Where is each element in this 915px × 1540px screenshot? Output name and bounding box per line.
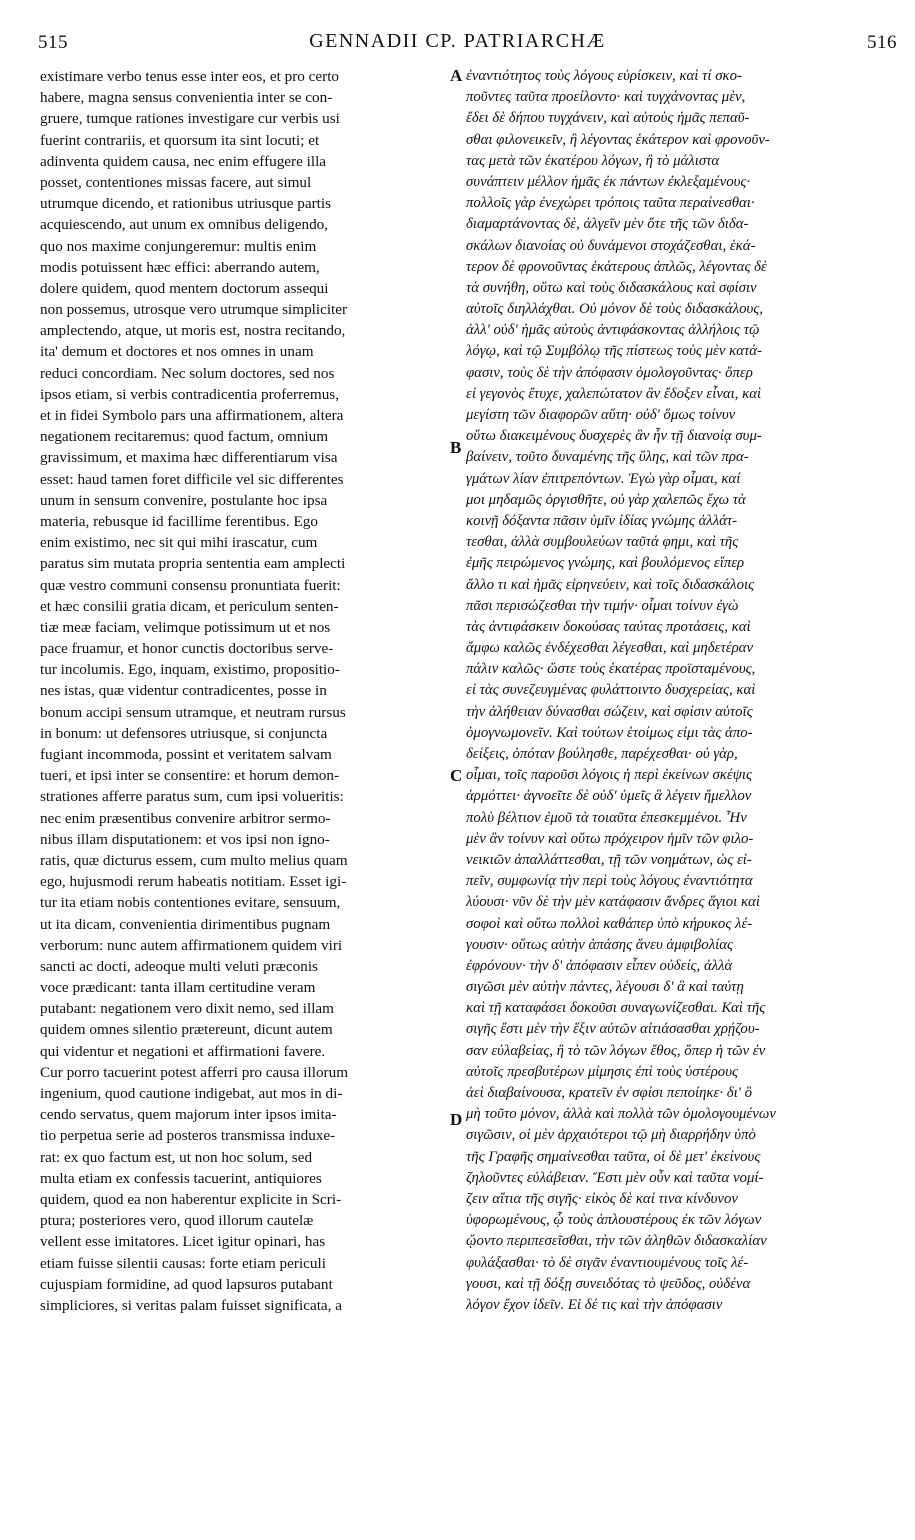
greek-text-line: τῆς Γραφῆς σημαίνεσθαι ταῦτα, οἱ δὲ μετ' ἐκείνους [466, 1148, 761, 1165]
greek-text-line: ζηλοῦντες εὐλάβειαν. Ἔστι μὲν οὖν καὶ ταῦτα νομί- [466, 1169, 764, 1186]
greek-text-line: ἐφρόνουν· τὴν δ' ἀπόφασιν εἶπεν οὐδείς, ἀλλὰ [466, 957, 733, 974]
greek-text-line: ἀλλ' οὐδ' ἡμᾶς αὐτοὺς ἀντιφάσκοντας ἀλλήλοις τῷ [466, 322, 760, 339]
greek-text-line: λύουσι· νῦν δὲ τὴν μὲν κατάφασιν ἄνδρες ἅγιοι καὶ [466, 894, 760, 911]
greek-text-line: ὑφορωμένους, ᾧ τοὺς ἁπλουστέρους ἐκ τῶν λόγων [466, 1212, 762, 1229]
greek-text-line: ἐμῆς πειρώμενος γνώμης, καὶ βουλόμενος εἴπερ [466, 555, 745, 572]
latin-text-line: ptura; posteriores vero, quod illorum cautelæ [40, 1212, 314, 1230]
latin-text-line: ita' demum et doctores et nos omnes in unam [40, 343, 314, 361]
latin-text-line: Cur porro tacuerint potest afferri pro causa illorum [40, 1063, 349, 1081]
latin-text-line: ingenium, quod cautione indigebat, aut mos in di- [40, 1085, 343, 1102]
latin-text-line: acquiescendo, aut unum ex omnibus deligendo, [40, 216, 329, 234]
latin-text-line: amplectendo, atque, ut moris est, nostra recitando, [40, 322, 346, 340]
greek-column [466, 66, 886, 1316]
latin-text-line: verborum: nunc autem affirmationem quidem viri [40, 936, 343, 954]
greek-text-line: ἀεὶ διαβαίνουσα, κρατεῖν ἐν σφίσι πεποίηκε· δι' ὃ [466, 1085, 752, 1101]
greek-text-line: αὐτοῖς πρεσβυτέρων μίμησις ἐπὶ τοὺς ὑστέρους [466, 1063, 738, 1080]
latin-text-line: nes istas, quæ videntur contradicentes, posse in [40, 682, 327, 700]
greek-text-line: λόγον ἔχον ἰδεῖν. Εἰ δέ τις καὶ τὴν ἀπόφασιν [466, 1296, 723, 1313]
greek-text-line: συνάπτειν μέλλον ἡμᾶς ἐκ πάντων ἐκλεξαμένους· [466, 173, 751, 190]
page-number-right: 516 [867, 32, 897, 53]
latin-text-line: qui videntur et negationi et affirmationi favere. [40, 1042, 326, 1060]
greek-text-line: ᾤοντο περιπεσεῖσθαι, τὴν τῶν ἀληθῶν διδασκαλίαν [466, 1233, 767, 1250]
greek-text-line: αὐτοῖς διηλλάχθαι. Οὐ μόνον δὲ τοὺς διδασκάλους, [466, 301, 763, 318]
greek-text-line: τεσθαι, ἀλλὰ συμβουλεύων ταῦτά φημι, καὶ τῆς [466, 534, 739, 551]
greek-text-line: σαν εὐλαβείας, ἢ τὸ τῶν λόγων ἔθος, ὅπερ ἡ τῶν ἐν [466, 1042, 766, 1059]
greek-text-line: τὰ συνήθη, οὕτω καὶ τοὺς διδασκάλους καὶ σφίσιν [466, 279, 757, 296]
section-marker-a: A [450, 66, 463, 85]
greek-text-line: ἐναντιότητος τοὺς λόγους εὑρίσκειν, καὶ τί σκο- [466, 68, 742, 84]
greek-text-line: ἄμφω καλῶς ἐνδέχεσθαι λέγεσθαι, καὶ μηδετέραν [466, 640, 754, 657]
greek-text-line: γμάτων λίαν ἐπιτρεπόντων. Ἐγὼ γὰρ οἶμαι, καί [466, 470, 741, 487]
latin-text-line: quidem, quod ea non haberentur explicite in Scri- [40, 1190, 342, 1208]
greek-text-line: ἁρμόττει· ἀγνοεῖτε δὲ οὐδ' ὑμεῖς ἃ λέγειν ἤμελλον [466, 788, 752, 805]
greek-text-line: σιγῆς ἔστι μὲν τὴν ἕξιν αὐτῶν αἰτιάσασθαι χρῄζου- [466, 1021, 760, 1038]
greek-text-line: ὁμογνωμονεῖν. Καὶ τούτων ἑτοίμως εἰμι τὰς ἀπο- [466, 724, 753, 741]
latin-text-line: paratus sim mutata propria sententia eam amplecti [40, 555, 346, 573]
greek-text-line: σοφοὶ καὶ οὕτω πολλοὶ καθάπερ ὑπὸ κήρυκος λέ- [466, 915, 753, 932]
latin-text-line: cendo servatus, quem majorum inter ipsos imita- [40, 1106, 337, 1124]
greek-text-line: πᾶσι περισώζεσθαι τὴν τιμήν· οἶμαι τοίνυν ἐγὼ [466, 597, 739, 614]
greek-text-line: ζειν αἴτια τῆς σιγῆς· εἰκὸς δὲ καί τινα κίνδυνον [466, 1190, 738, 1207]
section-marker-b: B [450, 438, 462, 457]
latin-text-line: putabant: negationem vero dixit nemo, sed illam [40, 1000, 334, 1018]
greek-text-line: σιγῶσι μὲν αὐτὴν πάντες, λέγουσι δ' ἃ καὶ ταύτῃ [466, 979, 744, 996]
section-marker-d: D [450, 1110, 463, 1129]
latin-text-line: modis potuissent hæc effici: aberrando autem, [40, 258, 320, 276]
latin-text-line: multa etiam ex confessis tacuerint, antiquiores [40, 1169, 322, 1187]
latin-text-line: fugiant incommoda, possint et veritatem salvam [40, 746, 332, 763]
latin-text-line: simpliciores, si veritas palam fuisset significata, a [40, 1296, 342, 1314]
greek-text-line: τας μετὰ τῶν ἑκατέρου λόγων, ἢ τὸ μάλιστα [466, 152, 720, 169]
latin-text-line: nec enim præsentibus convenire arbitror sermo- [40, 809, 331, 827]
latin-text-line: et hæc consilii gratia dicam, et periculum senten- [40, 597, 339, 615]
latin-text-line: enim existimo, nec sit qui mihi irascatur, cum [40, 534, 318, 552]
greek-text-line: τὴν ἀλήθειαν δύνασθαι σώζειν, καὶ σφίσιν αὐτοῖς [466, 703, 753, 720]
greek-text-line: εἰ γεγονὸς ἔτυχε, χαλεπώτατον ἂν ἔδοξεν εἶναι, καὶ [466, 385, 762, 402]
latin-text-line: esset: haud tamen foret difficile vel sic differentes [40, 470, 344, 488]
greek-text-line: πεῖν, συμφωνίᾳ τὴν περὶ τοὺς λόγους ἐναντιότητα [466, 873, 753, 890]
latin-text-line: in bonum: ut defensores utriusque, si conjuncta [40, 724, 328, 742]
latin-text-line: tiæ meæ faciam, velimque potissimum ut et nos [40, 618, 331, 636]
greek-text-line: νεικιῶν ἀπαλλάττεσθαι, τῇ τῶν νοημάτων, ὡς εἰ- [466, 851, 752, 868]
latin-text-line: rat: ex quo factum est, ut non hoc solum, sed [40, 1148, 313, 1166]
latin-text-line: dolere quidem, quod mentem doctorum assequi [40, 279, 329, 297]
greek-text-line: γουσιν· οὕτως αὐτὴν ἁπάσης ἄνευ ἀμφιβολίας [466, 936, 733, 953]
greek-text-line: μοι μηδαμῶς ὀργισθῆτε, οὐ γὰρ χαλεπῶς ἔχω τὰ [466, 491, 746, 508]
latin-text-line: strationes afferre paratus sum, cum ipsi volueritis: [40, 788, 344, 806]
latin-text-line: gravissimum, et maxima hæc differentiarum visa [40, 449, 338, 467]
latin-text-line: ego, hujusmodi rerum habeatis notitiam. Esset igi- [40, 873, 347, 891]
latin-text-line: tur ita etiam nobis contentiones evitare, sensuum, [40, 894, 341, 912]
latin-text-line: adinventa quidem causa, nec enim effugere illa [40, 152, 327, 170]
greek-text-line: φασιν, τοὺς δὲ τὴν ἀπόφασιν ὁμολογοῦντας· ὅπερ [466, 364, 753, 381]
latin-column [40, 66, 448, 1316]
latin-text-line: existimare verbo tenus esse inter eos, et pro certo [40, 68, 340, 85]
running-header [0, 30, 915, 60]
latin-text-line: unum in sensum convenire, postulante hoc ipsa [40, 491, 328, 509]
latin-text-line: vellent esse imitatores. Licet igitur opinari, has [40, 1233, 326, 1251]
latin-text-line: tio perpetua serie ad posteros transmissa induxe- [40, 1127, 336, 1145]
greek-text-line: μὲν ἂν τοίνυν καὶ οὕτω πρόχειρον ἡμῖν τῶν φιλο- [466, 830, 754, 847]
greek-text-line: διαμαρτάνοντας δὲ, ἀλγεῖν μὲν ὅτε τῆς τῶν διδα- [466, 216, 749, 233]
latin-text-line: quidem omnes silentio prætereunt, dicunt autem [40, 1021, 333, 1039]
section-marker-c: C [450, 766, 463, 785]
greek-text-line: τερον δὲ φρονοῦντας ἑκάτερους ἁπλῶς, λέγοντας δὲ [466, 258, 767, 275]
greek-text-line: τὰς ἀντιφάσκειν δοκούσας ταύτας προτάσεις, καὶ [466, 618, 751, 635]
greek-text-line: σιγῶσιν, οἱ μὲν ἀρχαιότεροι τῷ μὴ διαρρήδην ὑπὸ [466, 1127, 756, 1144]
latin-text-line: non possemus, utrosque vero utrumque simpliciter [40, 301, 348, 319]
greek-text-line: κοινῇ δόξαντα πᾶσιν ὑμῖν ἰδίας γνώμης ἀλλάτ- [466, 512, 738, 529]
greek-text-line: καὶ τῇ καταφάσει δοκοῦσι συναγωνίζεσθαι. Καὶ τῆς [466, 1000, 766, 1017]
latin-text-line: tur incolumis. Ego, inquam, existimo, propositio- [40, 661, 340, 679]
latin-text-line: ut ita dicam, convenientia dirimentibus pugnam [40, 915, 331, 933]
latin-text-line: et in fidei Symbolo pars una affirmationem, altera [40, 407, 344, 424]
greek-text-line: ἄλλο τι καὶ ἡμᾶς εἰρηνεύειν, καὶ τοῖς διδασκάλοις [466, 576, 755, 593]
running-title: GENNADII CP. PATRIARCHÆ [309, 30, 606, 52]
greek-text-line: λόγῳ, καὶ τῷ Συμβόλῳ τῆς πίστεως τοὺς μὲν κατά- [466, 343, 762, 360]
latin-text-line: negationem recitaremus: quod factum, omnium [40, 428, 329, 446]
greek-text-line: οὕτω διακειμένους δυσχερὲς ἂν ἦν τῇ διανοίᾳ συμ- [466, 428, 762, 445]
greek-text-line: ἔδει δὲ δήπου τυγχάνειν, καὶ αὐτοὺς ἡμᾶς πεπαῦ- [466, 110, 750, 127]
greek-text-line: οἶμαι, τοῖς παροῦσι λόγοις ἡ περὶ ἐκείνων σκέψις [466, 767, 753, 784]
latin-text-line: nibus illam disputationem: et vos ipsi non igno- [40, 830, 330, 848]
latin-text-line: materia, rebusque id facillime ferentibus. Ego [40, 512, 318, 530]
latin-text-line: utrumque dicendo, et rationibus utriusque partis [40, 195, 332, 213]
latin-text-line: pace fruamur, et honor cunctis doctoribus serve- [40, 640, 334, 658]
greek-text-line: πολὺ βέλτιον ἐμοῦ τὰ τοιαῦτα ἐπεσκεμμένοι. Ἦν [466, 809, 747, 826]
latin-text-line: quæ vestro communi consensu pronuntiata fuerit: [40, 576, 341, 594]
greek-text-line: γουσι, καὶ τῇ δόξῃ συνειδότας τὸ ψεῦδος, οὐδένα [466, 1275, 751, 1292]
latin-text-line: cujuspiam formidine, ad quod lapsuros putabant [40, 1275, 333, 1293]
greek-text-line: σθαι φιλονεικεῖν, ἢ λέγοντας ἑκάτερον καὶ φρονοῦν- [466, 131, 770, 148]
latin-text-line: reduci concordiam. Nec solum doctores, sed nos [40, 364, 335, 382]
latin-text-line: habere, magna sensus convenientia inter se con- [40, 89, 333, 107]
latin-text-line: sancti ac docti, adeoque multi veluti præconis [40, 957, 318, 975]
latin-text-line: quo nos maxime conjungeremur: multis enim [40, 237, 317, 255]
greek-text-line: πολλοῖς γὰρ ἐνεχώρει τρόποις ταῦτα περαίνεσθαι· [466, 195, 755, 212]
latin-text-line: posset, contentiones missas facere, aut simul [40, 173, 312, 191]
greek-text-line: μεγίστη τῶν διαφορῶν αὕτη· οὐδ' ὅμως τοίνυν [466, 407, 736, 423]
greek-text-line: σκάλων διανοίας οὐ δυνάμενοι στοχάζεσθαι, ἑκά- [466, 237, 756, 254]
latin-text-line: ratis, quæ dicturus essem, cum multo melius quam [40, 851, 348, 869]
greek-text-line: εἰ τὰς συνεζευγμένας φυλάττοιντο δυσχερείας, καὶ [466, 682, 756, 699]
greek-text-line: ποῦντες ταῦτα προείλοντο· καὶ τυγχάνοντας μὲν, [466, 89, 746, 106]
latin-text-line: fuerint contrariis, et quorsum ita sint locuti; et [40, 131, 320, 149]
greek-text-line: μὴ τοῦτο μόνον, ἀλλὰ καὶ πολλὰ τῶν ὁμολογουμένων [466, 1106, 776, 1123]
latin-text-line: tueri, et ipsi inter se consentire: et horum demon- [40, 767, 340, 785]
latin-text-line: ipsos etiam, si verbis contradicentia proferremus, [40, 385, 340, 403]
latin-text-line: etiam fuisse silentii causas: forte etiam periculi [40, 1254, 326, 1272]
greek-text-line: βαίνειν, τοῦτο δυναμένης τῆς ὕλης, καὶ τῶν πρα- [466, 449, 749, 466]
page-number-left: 515 [38, 32, 68, 53]
greek-text-line: δείξεις, ὁπόταν βούλησθε, παρέχεσθαι· οὐ γὰρ, [466, 746, 738, 762]
greek-text-line: φυλάξασθαι· τὸ δὲ σιγᾶν ἐναντιουμένους τοῖς λέ- [466, 1254, 749, 1271]
latin-text-line: gruere, tumque rationes investigare cur verbis usi [40, 110, 340, 128]
latin-text-line: voce prædicant: tanta illam certitudine veram [40, 979, 316, 997]
latin-text-line: bonum accipi sensum utramque, et neutram rursus [40, 703, 346, 721]
greek-text-line: πάλιν καλῶς· ὥστε τοὺς ἑκατέρας προϊσταμένους, [466, 661, 756, 678]
